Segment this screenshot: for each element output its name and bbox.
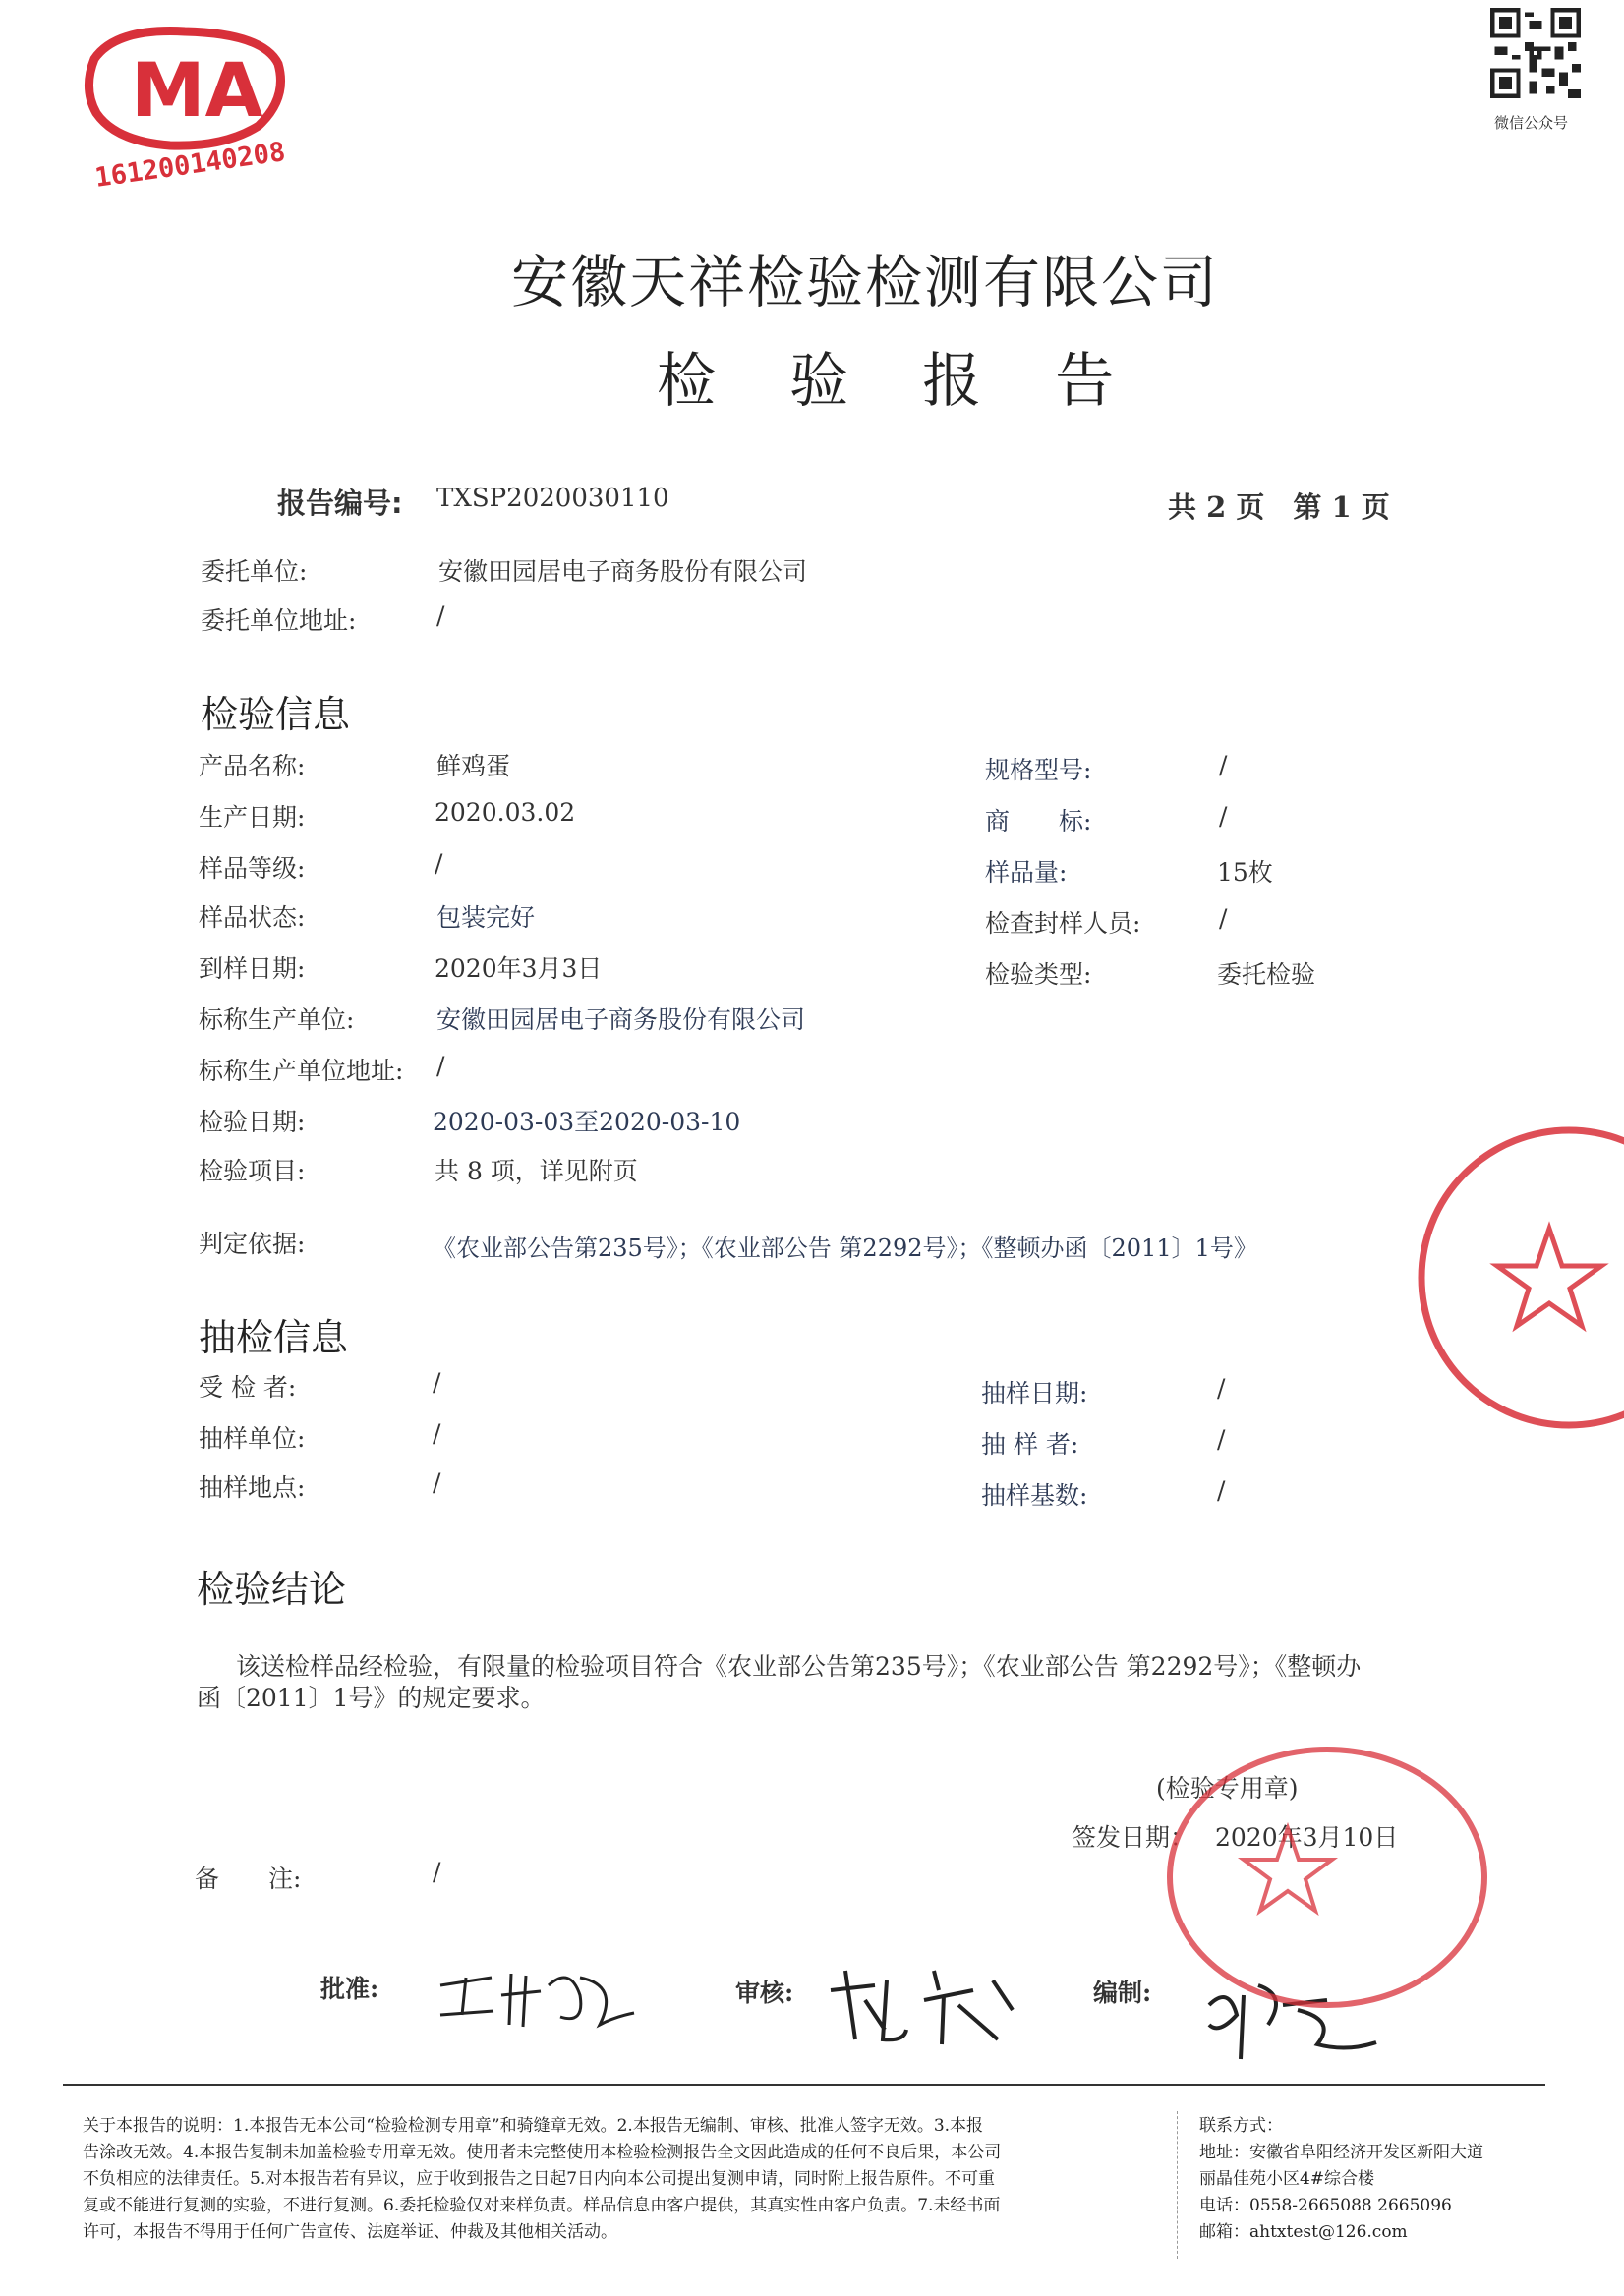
issue-date-label: 签发日期： — [1072, 1823, 1195, 1852]
arrival-date-label: 到样日期: — [199, 954, 306, 983]
client-unit-label: 委托单位: — [201, 557, 308, 586]
inspected-party: / — [433, 1368, 441, 1397]
inspection-type: 委托检验 — [1217, 960, 1316, 989]
svg-text:MA: MA — [131, 46, 263, 134]
seal-note: (检验专用章) — [1156, 1774, 1299, 1803]
spec-label: 规格型号: — [985, 756, 1092, 784]
company-name: 安徽天祥检验检测有限公司 — [511, 249, 1220, 316]
product-name: 鲜鸡蛋 — [436, 752, 511, 780]
sealer-label: 检查封样人员: — [985, 909, 1141, 938]
manufacturer-address-label: 标称生产单位地址: — [199, 1057, 404, 1085]
spec: / — [1219, 751, 1228, 779]
arrival-date: 2020年3月3日 — [435, 954, 603, 983]
sample-grade-label: 样品等级: — [199, 854, 306, 883]
footer-note-line: 告涂改无效。4.本报告复制未加盖检验专用章无效。使用者未完整使用本检验检测报告全文因此造成的任何不良后果，本公司 — [83, 2143, 1002, 2162]
client-address: / — [436, 602, 445, 630]
basis-label: 判定依据: — [199, 1230, 306, 1258]
sampling-base: / — [1217, 1476, 1226, 1505]
brand: / — [1219, 802, 1228, 831]
sample-state-label: 样品状态: — [199, 903, 306, 932]
test-date-label: 检验日期: — [199, 1108, 306, 1136]
contact-address-2: 丽晶佳苑小区4#综合楼 — [1199, 2169, 1375, 2189]
qr-code — [1490, 8, 1581, 98]
test-items: 共 8 项，详见附页 — [435, 1157, 638, 1185]
contact-block — [1199, 2113, 1483, 2246]
brand-label: 商 标: — [985, 807, 1092, 835]
basis: 《农业部公告第235号》；《农业部公告 第2292号》；《整顿办函〔2011〕1号》 — [433, 1234, 1257, 1262]
footer-note-line: 许可，本报告不得用于任何广告宣传、法庭举证、仲裁及其他相关活动。 — [83, 2222, 617, 2242]
report-number: TXSP2020030110 — [436, 484, 669, 513]
sealer: / — [1219, 904, 1228, 933]
production-date: 2020.03.02 — [435, 798, 576, 827]
sampling-location: / — [433, 1468, 441, 1497]
sampling-unit-label: 抽样单位: — [199, 1424, 306, 1453]
sampling-date: / — [1217, 1374, 1226, 1403]
section-sampling-info: 抽检信息 — [199, 1316, 349, 1359]
svg-text:161200140208: 161200140208 — [92, 137, 288, 194]
client-address-label: 委托单位地址: — [201, 606, 357, 635]
sample-quantity: 15枚 — [1217, 858, 1273, 887]
sampling-unit: / — [433, 1419, 441, 1448]
test-items-label: 检验项目: — [199, 1157, 306, 1185]
contact-title: 联系方式： — [1199, 2116, 1283, 2136]
footer-note-line: 关于本报告的说明：1.本报告无本公司“检验检测专用章”和骑缝章无效。2.本报告无编制、审核、批准人签字无效。3.本报 — [83, 2116, 984, 2136]
official-seal-right — [1412, 1120, 1624, 1435]
conclusion-line-1: 该送检样品经检验，有限量的检验项目符合《农业部公告第235号》；《农业部公告 第2292号》；《整顿办 — [236, 1652, 1362, 1681]
issue-date: 2020年3月10日 — [1215, 1823, 1399, 1852]
sampling-base-label: 抽样基数: — [981, 1481, 1088, 1510]
remarks-label: 备 注: — [195, 1865, 302, 1893]
review-label: 审核: — [735, 1979, 794, 2007]
remarks: / — [433, 1858, 441, 1886]
report-number-label: 报告编号: — [277, 487, 403, 520]
product-name-label: 产品名称: — [199, 752, 306, 780]
section-conclusion: 检验结论 — [197, 1568, 347, 1611]
footer-divider — [63, 2084, 1545, 2086]
compile-label: 编制: — [1093, 1979, 1152, 2007]
sampling-date-label: 抽样日期: — [981, 1379, 1088, 1407]
sample-grade: / — [435, 849, 443, 878]
inspected-party-label: 受 检 者: — [199, 1373, 297, 1402]
section-inspection-info: 检验信息 — [201, 693, 351, 736]
approver-signature — [433, 1956, 639, 2035]
sample-state: 包装完好 — [436, 903, 536, 932]
production-date-label: 生产日期: — [199, 803, 306, 832]
manufacturer-address: / — [436, 1052, 445, 1080]
inspection-seal — [1160, 1740, 1504, 2025]
page-count: 共 2 页 第 1 页 — [1168, 490, 1390, 524]
sampler: / — [1217, 1425, 1226, 1454]
qr-caption: 微信公众号 — [1494, 114, 1569, 132]
approve-label: 批准: — [320, 1975, 379, 2003]
sampler-label: 抽 样 者: — [981, 1430, 1079, 1459]
document-title: 检 验 报 告 — [657, 347, 1142, 416]
footer-note-line: 复或不能进行复测的实验，不进行复测。6.委托检验仅对来样负责。样品信息由客户提供，其真实性由客户负责。7.未经书面 — [83, 2196, 1001, 2215]
test-date: 2020-03-03至2020-03-10 — [433, 1108, 741, 1136]
contact-email: 邮箱：ahtxtest@126.com — [1199, 2222, 1408, 2242]
footer-column-divider — [1177, 2111, 1178, 2259]
contact-address-1: 地址：安徽省阜阳经济开发区新阳大道 — [1199, 2143, 1483, 2162]
footer-notes — [83, 2113, 1001, 2246]
sample-quantity-label: 样品量: — [985, 858, 1068, 887]
conclusion-line-2: 函〔2011〕1号》的规定要求。 — [197, 1684, 546, 1712]
inspection-type-label: 检验类型: — [985, 960, 1092, 989]
cma-stamp — [77, 20, 303, 197]
footer-note-line: 不负相应的法律责任。5.对本报告若有异议，应于收到报告之日起7日内向本公司提出复测申请，同时附上报告原件。不可重 — [83, 2169, 996, 2189]
sampling-location-label: 抽样地点: — [199, 1473, 306, 1502]
client-unit: 安徽田园居电子商务股份有限公司 — [438, 557, 808, 586]
contact-phone: 电话：0558-2665088 2665096 — [1199, 2196, 1452, 2215]
manufacturer-label: 标称生产单位: — [199, 1005, 355, 1034]
reviewer-signature — [826, 1951, 1022, 2049]
manufacturer: 安徽田园居电子商务股份有限公司 — [436, 1005, 806, 1034]
